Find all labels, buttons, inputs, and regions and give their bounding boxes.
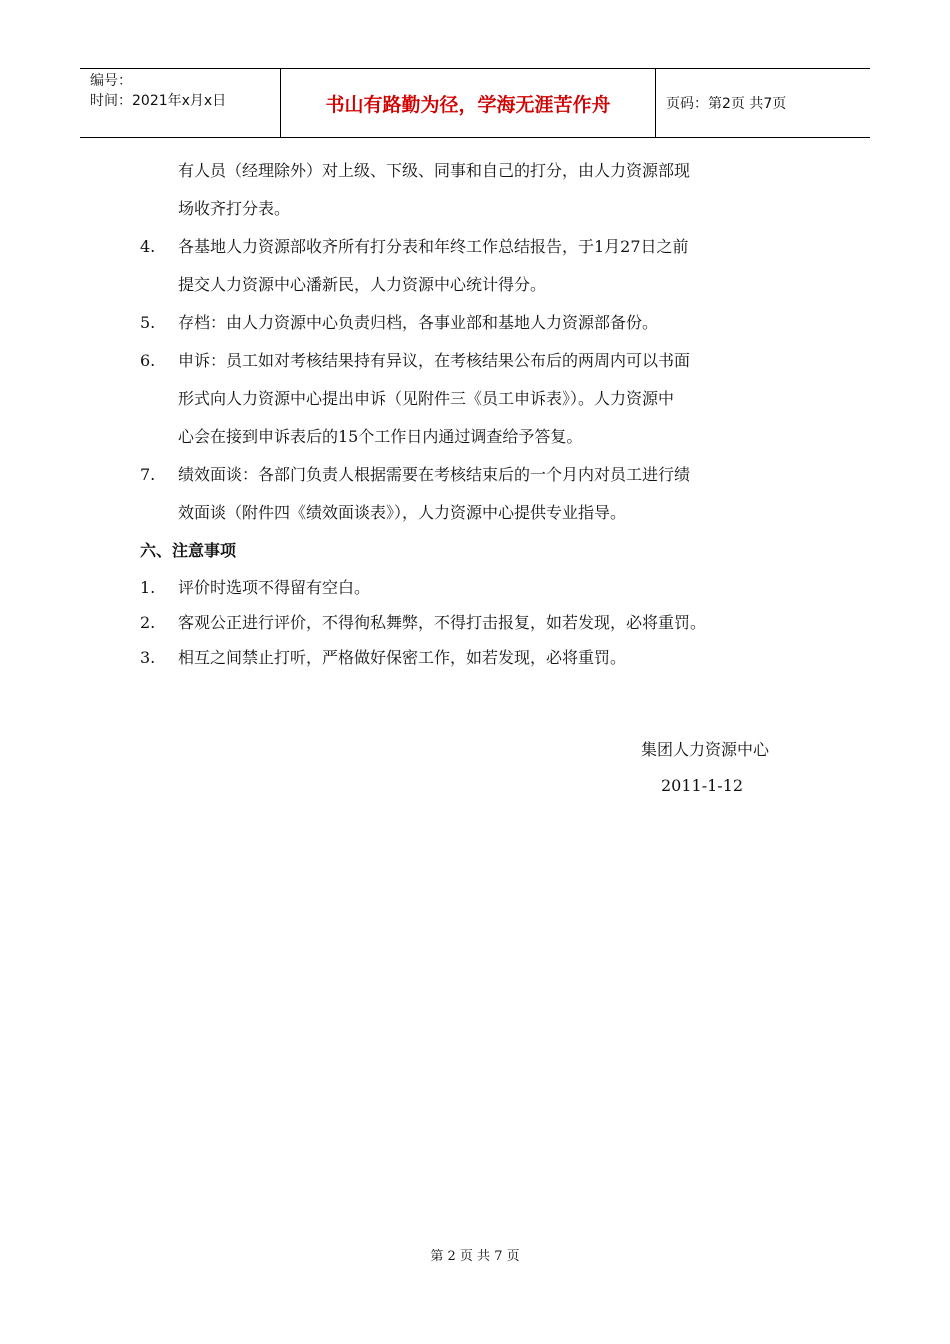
list-item-6-cont: 形式向人力资源中心提出申诉（见附件三《员工申诉表》）。人力资源中 [178, 389, 675, 408]
page-label: 页码：第2页 共7页 [666, 96, 787, 112]
item-number: 5. [140, 313, 156, 332]
note-item-2 [140, 605, 820, 640]
item-text: 客观公正进行评价，不得徇私舞弊，不得打击报复，如若发现，必将重罚。 [178, 613, 707, 632]
list-item-6 [140, 342, 820, 380]
signature-organization: 集团人力资源中心 [641, 740, 770, 759]
page-footer: 第 2 页 共 7 页 [430, 1249, 520, 1264]
header-motto-cell [281, 69, 656, 137]
item-text: 存档：由人力资源中心负责归档，各事业部和基地人力资源部备份。 [178, 313, 659, 332]
item-number: 2. [140, 613, 156, 632]
note-item-3 [140, 640, 820, 675]
list-item-7 [140, 456, 820, 494]
page-header [80, 68, 870, 138]
item-number: 4. [140, 237, 156, 256]
code-label: 编号： [90, 73, 132, 89]
item-text: 各基地人力资源部收齐所有打分表和年终工作总结报告，于1月27日之前 [178, 237, 689, 256]
section-heading: 六、注意事项 [140, 541, 237, 560]
item-number: 1. [140, 578, 156, 597]
item-text: 相互之间禁止打听，严格做好保密工作，如若发现，必将重罚。 [178, 648, 627, 667]
paragraph-line: 场收齐打分表。 [178, 199, 291, 218]
item-text: 绩效面谈：各部门负责人根据需要在考核结束后的一个月内对员工进行绩 [178, 465, 691, 484]
document-body [140, 152, 820, 675]
list-item-4 [140, 228, 820, 266]
signature-date: 2011-1-12 [661, 776, 744, 795]
motto: 书山有路勤为径，学海无涯苦作舟 [325, 93, 611, 116]
header-page-cell [656, 69, 870, 137]
paragraph-line: 有人员（经理除外）对上级、下级、同事和自己的打分，由人力资源部现 [178, 161, 691, 180]
item-number: 3. [140, 648, 156, 667]
item-text: 申诉：员工如对考核结果持有异议，在考核结果公布后的两周内可以书面 [178, 351, 691, 370]
note-item-1 [140, 570, 820, 605]
list-item-4-cont: 提交人力资源中心潘新民，人力资源中心统计得分。 [178, 275, 547, 294]
list-item-7-cont: 效面谈（附件四《绩效面谈表》），人力资源中心提供专业指导。 [178, 503, 627, 522]
item-text: 评价时选项不得留有空白。 [178, 578, 371, 597]
list-item-5 [140, 304, 820, 342]
item-number: 6. [140, 351, 156, 370]
time-label: 时间：2021年x月x日 [90, 93, 227, 109]
item-number: 7. [140, 465, 156, 484]
header-meta [80, 69, 281, 137]
list-item-6-cont: 心会在接到申诉表后的15个工作日内通过调查给予答复。 [178, 427, 583, 446]
